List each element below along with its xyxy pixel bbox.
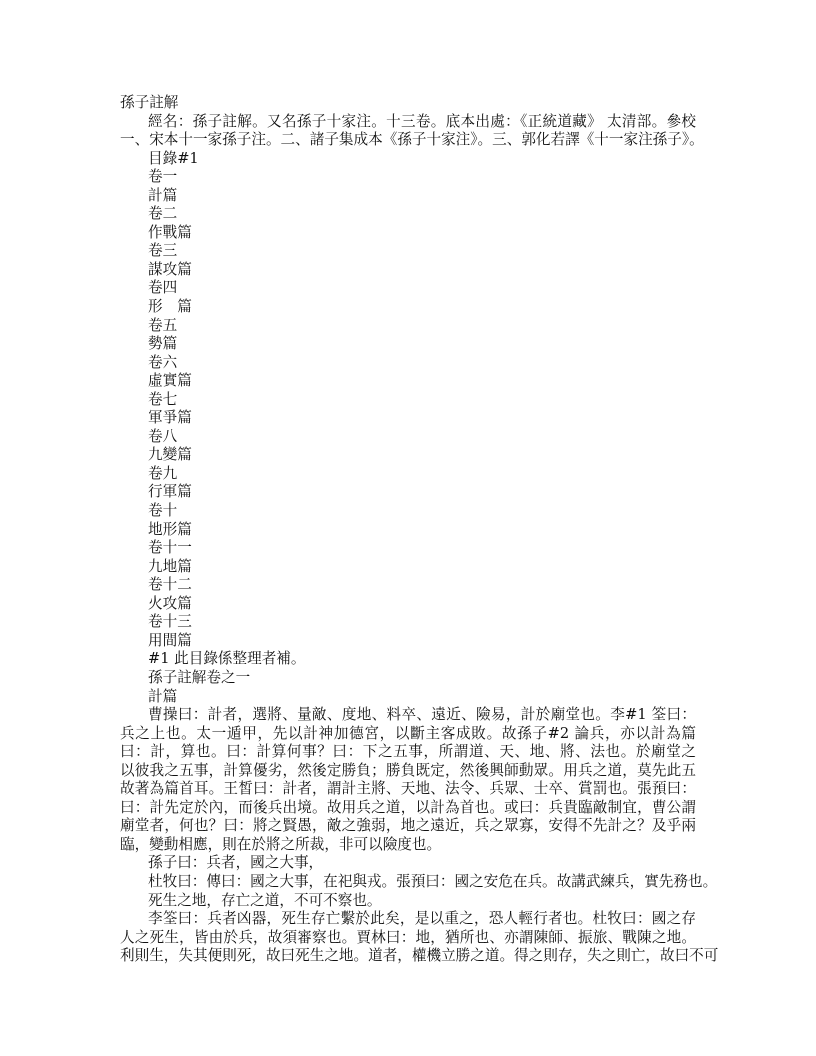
text-line: 人之死生，皆由於兵，故須審察也。賈林曰：地，猶所也、亦謂陳師、振旅、戰陳之地。 <box>120 928 696 946</box>
text-line: 卷六 <box>148 353 178 371</box>
text-line: 臨，變動相應，則在於將之所裁，非可以險度也。 <box>120 835 442 853</box>
text-line: 故著為篇首耳。王皙曰：計者，謂計主將、天地、法令、兵眾、士卒、賞罰也。張預曰： <box>120 780 696 798</box>
text-line: 孫子註解卷之一 <box>148 668 251 686</box>
paragraph <box>120 261 696 280</box>
paragraph <box>120 595 696 614</box>
paragraph <box>120 391 696 410</box>
text-line: 經名：孫子註解。又名孫子十家注。十三卷。底本出處：《正統道藏》 太清部。參校 <box>148 112 696 130</box>
text-line: 卷十二 <box>148 576 192 594</box>
text-line: 廟堂者，何也？曰：將之賢愚，敵之強弱，地之遠近，兵之眾寡，安得不先計之？及乎兩 <box>120 817 696 835</box>
paragraph <box>120 613 696 632</box>
text-line: 卷三 <box>148 242 178 260</box>
text-line: 李筌曰：兵者凶器，死生存亡繫於此矣，是以重之，恐人輕行者也。杜牧曰：國之存 <box>148 910 696 928</box>
text-line: #1 此目錄係整理者補。 <box>148 650 306 668</box>
text-line: 利則生，失其便則死，故曰死生之地。道者，權機立勝之道。得之則存，失之則亡，故曰不可 <box>120 947 719 965</box>
text-line: 九地篇 <box>148 557 192 575</box>
paragraph <box>120 428 696 447</box>
paragraph <box>120 354 696 373</box>
text-line: 目錄#1 <box>148 149 199 167</box>
text-line: 杜牧曰：傳曰：國之大事，在祀與戎。張預曰：國之安危在兵。故講武練兵，實先務也。 <box>148 872 718 890</box>
text-line: 卷四 <box>148 279 178 297</box>
text-line: 曰：計先定於內，而後兵出境。故用兵之道，以計為首也。或曰：兵貴臨敵制宜，曹公謂 <box>120 798 696 816</box>
text-line: 卷十三 <box>148 613 192 631</box>
text-line: 孫子曰：兵者，國之大事， <box>148 854 324 872</box>
paragraph <box>120 168 696 187</box>
text-line: 火攻篇 <box>148 594 192 612</box>
paragraph <box>120 446 696 465</box>
text-line: 九變篇 <box>148 446 192 464</box>
paragraph <box>120 502 696 521</box>
paragraph <box>120 150 696 169</box>
text-line: 謀攻篇 <box>148 260 192 278</box>
document-body <box>120 94 719 966</box>
text-line: 勢篇 <box>148 335 178 353</box>
paragraph <box>120 298 696 317</box>
paragraph <box>120 205 696 224</box>
text-line: 兵之上也。太一遁甲，先以計神加德宮，以斷主客成敗。故孫子#2 論兵，亦以計為篇 <box>120 724 696 742</box>
text-line: 曰：計，算也。曰：計算何事？曰：下之五事，所謂道、天、地、將、法也。於廟堂之 <box>120 743 696 761</box>
paragraph <box>120 317 696 336</box>
text-line: 卷十一 <box>148 539 192 557</box>
paragraphs <box>120 112 719 966</box>
paragraph <box>120 187 696 206</box>
paragraph <box>120 576 696 595</box>
paragraph <box>120 465 696 484</box>
text-line: 卷七 <box>148 390 178 408</box>
paragraph <box>120 112 704 150</box>
text-line: 卷五 <box>148 316 178 334</box>
paragraph <box>120 558 696 577</box>
text-line: 行軍篇 <box>148 483 192 501</box>
paragraph <box>120 372 696 391</box>
paragraph <box>120 854 696 873</box>
document-title: 孫子註解 <box>120 94 179 111</box>
text-line: 卷二 <box>148 205 178 223</box>
text-line: 作戰篇 <box>148 223 192 241</box>
text-line: 卷一 <box>148 168 178 186</box>
paragraph <box>120 521 696 540</box>
paragraph <box>120 892 696 911</box>
paragraph <box>120 650 696 669</box>
paragraph <box>120 688 696 707</box>
paragraph <box>120 872 718 892</box>
paragraph <box>120 539 696 558</box>
paragraph <box>120 632 696 651</box>
text-line: 卷九 <box>148 464 178 482</box>
text-line: 死生之地，存亡之道，不可不察也。 <box>148 891 382 909</box>
paragraph <box>120 242 696 261</box>
paragraph <box>120 910 719 966</box>
paragraph <box>120 224 696 243</box>
text-line: 虛實篇 <box>148 372 192 390</box>
paragraph <box>120 706 696 854</box>
paragraph <box>120 279 696 298</box>
text-line: 一、宋本十一家孫子注。二、諸子集成本《孫子十家注》。三、郭化若譯《十一家注孫子》。 <box>120 131 704 149</box>
text-line: 地形篇 <box>148 520 192 538</box>
text-line: 用間篇 <box>148 631 192 649</box>
paragraph <box>120 409 696 428</box>
text-line: 計篇 <box>148 687 178 705</box>
text-line: 形 篇 <box>148 298 192 316</box>
paragraph <box>120 483 696 502</box>
paragraph <box>120 669 696 688</box>
text-line: 計篇 <box>148 186 178 204</box>
text-line: 卷十 <box>148 502 178 520</box>
text-line: 軍爭篇 <box>148 409 192 427</box>
text-line: 以彼我之五事，計算優劣，然後定勝負；勝負既定，然後興師動眾。用兵之道，莫先此五 <box>120 761 696 779</box>
text-line: 卷八 <box>148 427 178 445</box>
paragraph <box>120 335 696 354</box>
text-line: 曹操曰：計者，選將、量敵、度地、料卒、遠近、險易，計於廟堂也。李#1 筌曰： <box>148 706 696 724</box>
